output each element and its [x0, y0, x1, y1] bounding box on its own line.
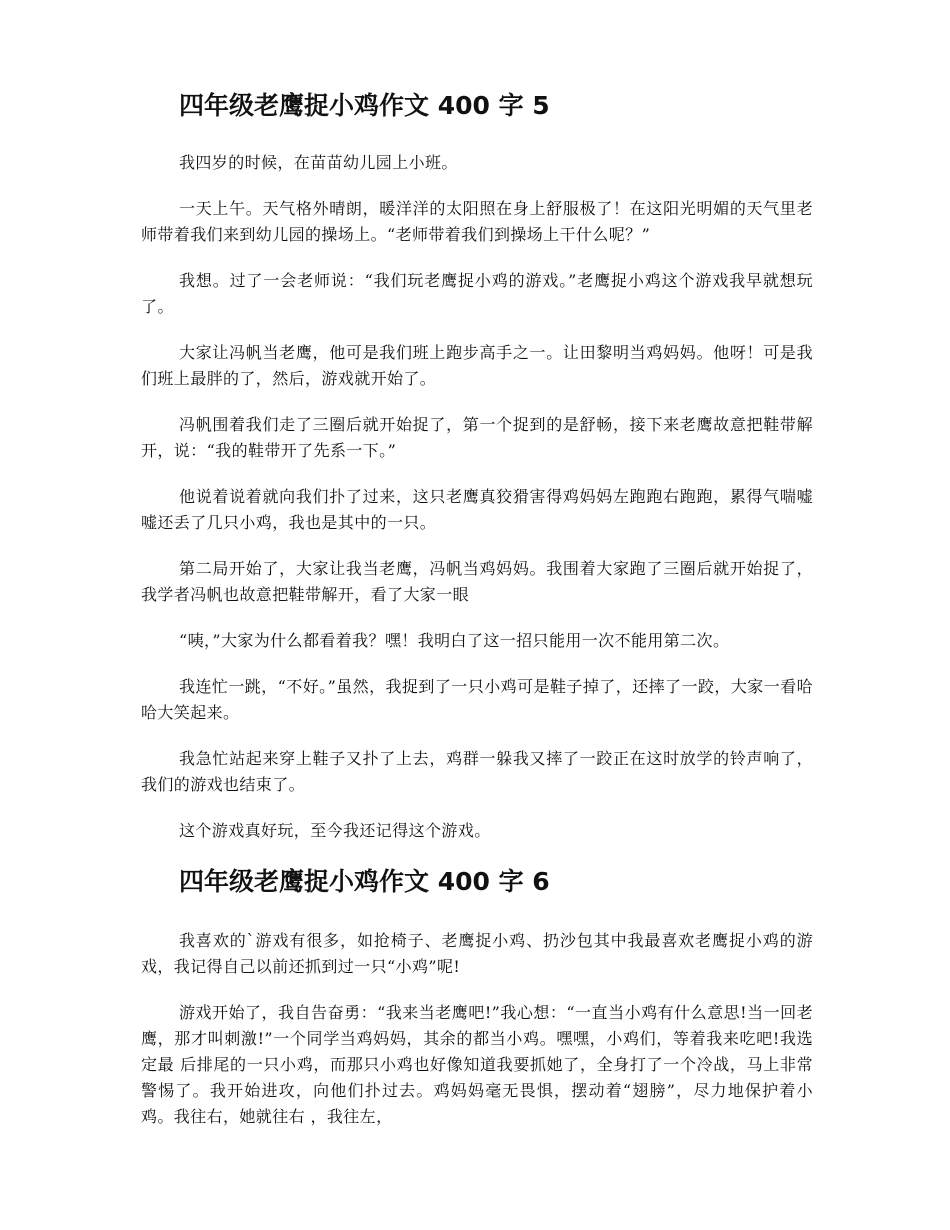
essay-section-6 — [141, 864, 813, 1130]
paragraph: 第二局开始了，大家让我当老鹰，冯帆当鸡妈妈。我围着大家跑了三圈后就开始捉了，我学者冯帆也故意把鞋带解开，看了大家一眼 — [141, 559, 813, 604]
essay-title-5: 四年级老鹰捉小鸡作文 400 字 5 — [179, 91, 550, 120]
paragraph: 大家让冯帆当老鹰，他可是我们班上跑步高手之一。让田黎明当鸡妈妈。他呀！可是我们班上最胖的了，然后，游戏就开始了。 — [141, 343, 813, 388]
paragraph: 游戏开始了，我自告奋勇：“我来当老鹰吧!”我心想：“一直当小鸡有什么意思!当一回老鹰，那才叫刺激!”一个同学当鸡妈妈，其余的都当小鸡。嘿嘿，小鸡们，等着我来吃吧!我选定最 后排尾的一只小鸡，而那只小鸡也好像知道我要抓她了，全身打了一个冷战，马上非常警惕了。我开始进攻，向他们扑过去。鸡妈妈毫无畏惧，摆动着“翅膀”，尽力地保护着小鸡。我往右，她就往右 ，我往左， — [141, 1003, 813, 1126]
paragraph: 我连忙一跳，“不好。”虽然，我捉到了一只小鸡可是鞋子掉了，还摔了一跤，大家一看哈哈大笑起来。 — [141, 677, 813, 722]
paragraph: “咦，”大家为什么都看着我？嘿！我明白了这一招只能用一次不能用第二次。 — [179, 631, 730, 650]
paragraph: 他说着说着就向我们扑了过来，这只老鹰真狡猾害得鸡妈妈左跑跑右跑跑，累得气喘嘘嘘还丢了几只小鸡，我也是其中的一只。 — [141, 487, 813, 532]
essay-title-6: 四年级老鹰捉小鸡作文 400 字 6 — [179, 867, 550, 896]
paragraph: 我四岁的时候，在苗苗幼儿园上小班。 — [179, 153, 458, 172]
essay-section-5 — [141, 88, 813, 844]
paragraph: 我想。过了一会老师说：“我们玩老鹰捉小鸡的游戏。”老鹰捉小鸡这个游戏我早就想玩了。 — [141, 271, 813, 316]
paragraph: 这个游戏真好玩，至今我还记得这个游戏。 — [179, 821, 491, 840]
paragraph: 一天上午。天气格外晴朗，暖洋洋的太阳照在身上舒服极了！在这阳光明媚的天气里老师带着我们来到幼儿园的操场上。“老师带着我们到操场上干什么呢？” — [141, 199, 813, 244]
paragraph: 冯帆围着我们走了三圈后就开始捉了，第一个捉到的是舒畅，接下来老鹰故意把鞋带解开，说：“我的鞋带开了先系一下。” — [141, 415, 813, 460]
document-content — [141, 88, 813, 1150]
paragraph: 我急忙站起来穿上鞋子又扑了上去，鸡群一躲我又摔了一跤正在这时放学的铃声响了，我们的游戏也结束了。 — [141, 749, 813, 794]
paragraph: 我喜欢的`游戏有很多，如抢椅子、老鹰捉小鸡、扔沙包其中我最喜欢老鹰捉小鸡的游戏，我记得自己以前还抓到过一只“小鸡”呢! — [141, 931, 813, 976]
